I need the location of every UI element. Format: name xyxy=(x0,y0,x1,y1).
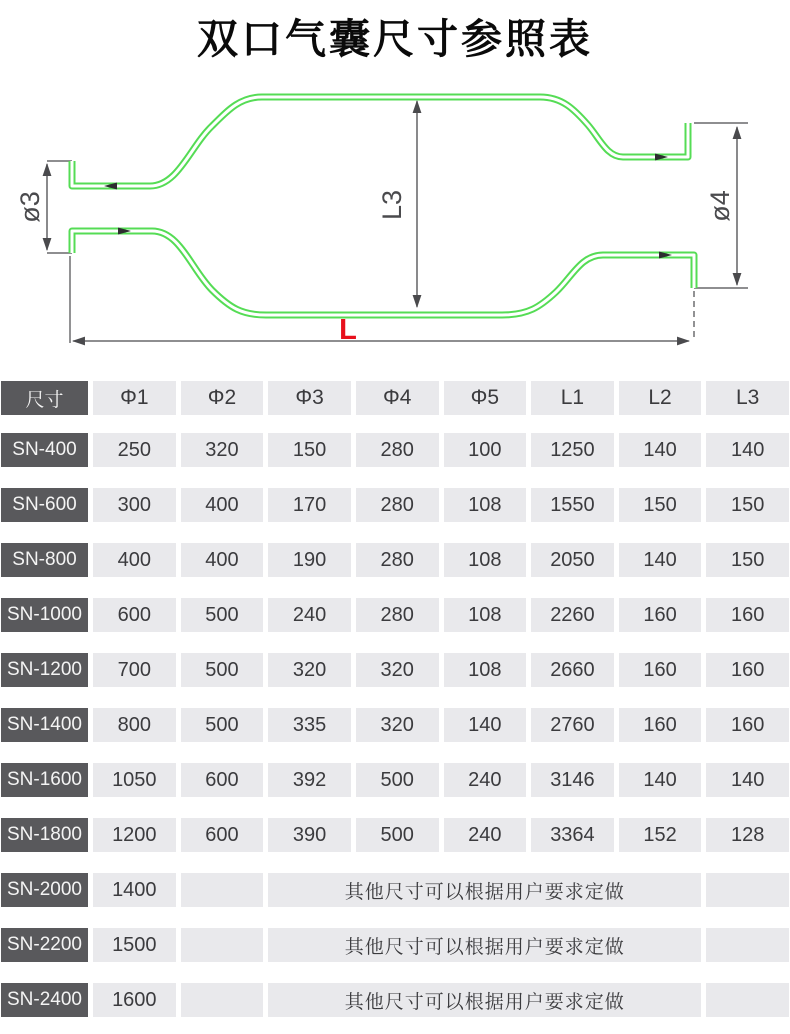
airbag-diagram xyxy=(0,85,790,367)
cell-value: 170 xyxy=(268,488,351,522)
table-row xyxy=(1,653,789,687)
cell-value: 3146 xyxy=(531,763,614,797)
size-table xyxy=(1,381,789,1034)
dim-label-phi3: ø3 xyxy=(15,191,45,223)
table-row xyxy=(1,543,789,577)
cell-value: 2050 xyxy=(531,543,614,577)
cell-value: 108 xyxy=(444,598,527,632)
cell-value: 140 xyxy=(706,763,789,797)
table-row xyxy=(1,983,789,1017)
cell-empty xyxy=(181,928,264,962)
page-title: 双口气囊尺寸参照表 xyxy=(197,16,593,62)
cell-value: 1250 xyxy=(531,433,614,467)
cell-value: 240 xyxy=(444,818,527,852)
cell-value: 320 xyxy=(356,653,439,687)
cell-value: 500 xyxy=(356,763,439,797)
custom-note-cell: 其他尺寸可以根据用户要求定做 xyxy=(268,928,701,962)
cell-value: 128 xyxy=(706,818,789,852)
cell-value: 500 xyxy=(356,818,439,852)
table-row xyxy=(1,763,789,797)
cell-value: 700 xyxy=(93,653,176,687)
header-cell: L2 xyxy=(619,381,702,415)
table-row xyxy=(1,598,789,632)
header-cell: Φ2 xyxy=(181,381,264,415)
cell-value: 400 xyxy=(181,543,264,577)
row-label: SN-1200 xyxy=(1,653,88,687)
cell-value: 280 xyxy=(356,598,439,632)
airbag-diagram-svg xyxy=(0,85,790,367)
cell-value: 600 xyxy=(93,598,176,632)
cell-value: 160 xyxy=(619,708,702,742)
cell-value: 400 xyxy=(93,543,176,577)
cell-value: 160 xyxy=(619,598,702,632)
cell-value: 108 xyxy=(444,488,527,522)
cell-value: 390 xyxy=(268,818,351,852)
row-label: SN-2400 xyxy=(1,983,88,1017)
cell-value: 140 xyxy=(619,763,702,797)
cell-value: 500 xyxy=(181,598,264,632)
row-label: SN-1800 xyxy=(1,818,88,852)
cell-value: 500 xyxy=(181,708,264,742)
cell-value: 140 xyxy=(619,543,702,577)
cell-value: 150 xyxy=(619,488,702,522)
cell-value: 335 xyxy=(268,708,351,742)
cell-value: 320 xyxy=(181,433,264,467)
cell-value: 280 xyxy=(356,543,439,577)
row-label: SN-1000 xyxy=(1,598,88,632)
cell-value: 2660 xyxy=(531,653,614,687)
cell-value: 160 xyxy=(706,708,789,742)
cell-empty xyxy=(706,983,789,1017)
row-label: SN-2000 xyxy=(1,873,88,907)
cell-empty xyxy=(181,983,264,1017)
cell-value: 152 xyxy=(619,818,702,852)
cell-value: 240 xyxy=(444,763,527,797)
cell-value: 140 xyxy=(706,433,789,467)
cell-value: 280 xyxy=(356,488,439,522)
dim-label-l3: L3 xyxy=(377,189,407,221)
table-row xyxy=(1,433,789,467)
cell-value: 320 xyxy=(268,653,351,687)
cell-value: 1550 xyxy=(531,488,614,522)
row-label: SN-1400 xyxy=(1,708,88,742)
row-label: SN-800 xyxy=(1,543,88,577)
table-row xyxy=(1,488,789,522)
table-row xyxy=(1,708,789,742)
header-cell: Φ4 xyxy=(356,381,439,415)
cell-value: 1050 xyxy=(93,763,176,797)
airbag-top-wall xyxy=(72,97,688,186)
header-cell: Φ5 xyxy=(444,381,527,415)
cell-value: 100 xyxy=(444,433,527,467)
cell-value: 392 xyxy=(268,763,351,797)
cell-value: 108 xyxy=(444,543,527,577)
cell-value: 108 xyxy=(444,653,527,687)
cell-value: 320 xyxy=(356,708,439,742)
row-label: SN-2200 xyxy=(1,928,88,962)
table-row xyxy=(1,928,789,962)
cell-value: 140 xyxy=(444,708,527,742)
cell-value: 2260 xyxy=(531,598,614,632)
custom-note-cell: 其他尺寸可以根据用户要求定做 xyxy=(268,983,701,1017)
cell-value: 160 xyxy=(619,653,702,687)
header-cell: L1 xyxy=(531,381,614,415)
cell-value: 1500 xyxy=(93,928,176,962)
cell-value: 190 xyxy=(268,543,351,577)
cell-value: 3364 xyxy=(531,818,614,852)
airbag-top-wall-inner xyxy=(72,97,688,186)
cell-value: 150 xyxy=(268,433,351,467)
cell-empty xyxy=(706,873,789,907)
cell-empty xyxy=(181,873,264,907)
airbag-bottom-wall-inner xyxy=(72,231,694,315)
cell-value: 1600 xyxy=(93,983,176,1017)
header-cell-size: 尺寸 xyxy=(1,381,88,415)
cell-value: 280 xyxy=(356,433,439,467)
cell-value: 150 xyxy=(706,543,789,577)
table-row xyxy=(1,818,789,852)
cell-empty xyxy=(706,928,789,962)
dim-label-l: L xyxy=(339,314,357,346)
cell-value: 160 xyxy=(706,653,789,687)
cell-value: 140 xyxy=(619,433,702,467)
table-header-row xyxy=(1,381,789,415)
cell-value: 240 xyxy=(268,598,351,632)
cell-value: 400 xyxy=(181,488,264,522)
row-label: SN-1600 xyxy=(1,763,88,797)
cell-value: 600 xyxy=(181,763,264,797)
cell-value: 600 xyxy=(181,818,264,852)
cell-value: 800 xyxy=(93,708,176,742)
cell-value: 2760 xyxy=(531,708,614,742)
cell-value: 250 xyxy=(93,433,176,467)
dim-label-phi4: ø4 xyxy=(705,190,735,222)
header-cell: L3 xyxy=(706,381,789,415)
row-label: SN-400 xyxy=(1,433,88,467)
cell-value: 150 xyxy=(706,488,789,522)
airbag-bottom-wall xyxy=(72,231,694,315)
cell-value: 1400 xyxy=(93,873,176,907)
header-cell: Φ3 xyxy=(268,381,351,415)
row-label: SN-600 xyxy=(1,488,88,522)
cell-value: 1200 xyxy=(93,818,176,852)
header-cell: Φ1 xyxy=(93,381,176,415)
custom-note-cell: 其他尺寸可以根据用户要求定做 xyxy=(268,873,701,907)
table-row xyxy=(1,873,789,907)
cell-value: 300 xyxy=(93,488,176,522)
cell-value: 500 xyxy=(181,653,264,687)
cell-value: 160 xyxy=(706,598,789,632)
